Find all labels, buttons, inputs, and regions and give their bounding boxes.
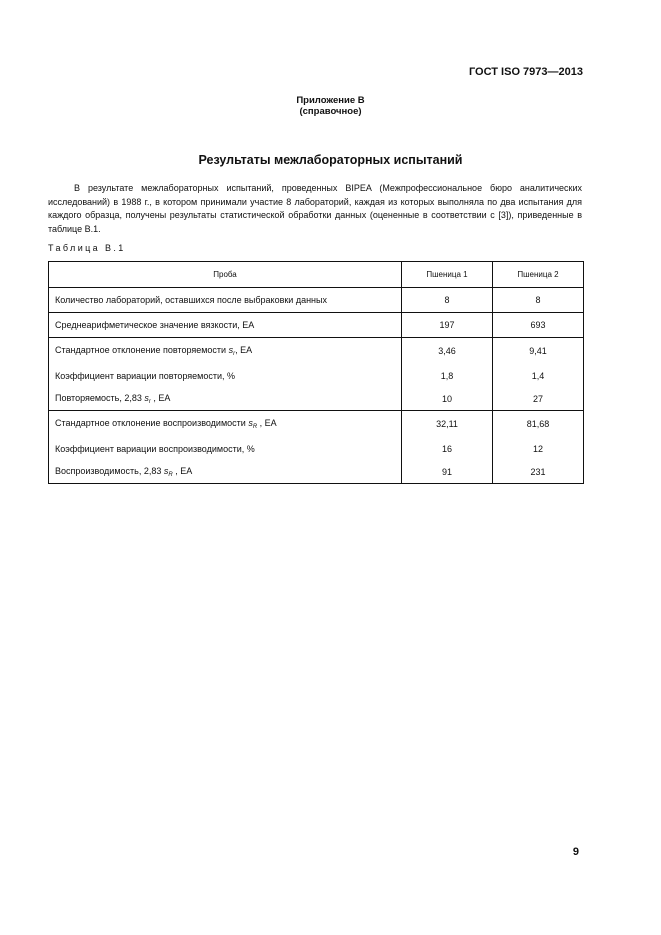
- value-wheat-2: 231: [493, 460, 584, 484]
- table-row: [49, 338, 584, 365]
- value-wheat-1: 197: [402, 313, 493, 338]
- standard-code: ГОСТ ISO 7973—2013: [468, 66, 583, 78]
- value-wheat-1: 32,11: [402, 411, 493, 438]
- table-row: [49, 437, 584, 460]
- table-row: [49, 411, 584, 438]
- row-label: Стандартное отклонение воспроизводимости $s_R$ , ЕА: [55, 418, 277, 430]
- value-wheat-2: 1,4: [493, 364, 584, 387]
- value-wheat-2: 693: [493, 313, 584, 338]
- row-label: Коэффициент вариации воспроизводимости, %: [55, 443, 255, 454]
- value-wheat-1: 91: [402, 460, 493, 484]
- table-label: Таблица В.1: [48, 243, 126, 253]
- row-label: Стандартное отклонение повторяемости $s_r$, ЕА: [55, 345, 253, 357]
- row-label: Количество лабораторий, оставшихся после выбраковки данных: [49, 288, 402, 313]
- value-wheat-1: 8: [402, 288, 493, 313]
- table-header-row: [49, 262, 584, 288]
- table-row: [49, 313, 584, 338]
- annex-title: Приложение В: [296, 95, 365, 106]
- value-wheat-1: 1,8: [402, 364, 493, 387]
- value-wheat-2: 9,41: [493, 338, 584, 365]
- column-header-sample: Проба: [49, 262, 402, 288]
- results-table: [48, 261, 584, 484]
- value-wheat-2: 81,68: [493, 411, 584, 438]
- value-wheat-2: 8: [493, 288, 584, 313]
- column-header-wheat-2: Пшеница 2: [493, 262, 584, 288]
- intro-paragraph: В результате межлабораторных испытаний, проведенных BIPEA (Межпрофессиональное бюро аналитических исследований) в 1988 г., в котором принимали участие 8 лабораторий, каждая из которых выполняла по два испытания для каждого образца, получены результаты статистической обработки данных (оцененные в соответствии с [3]), приведенные в таблице В.1.: [48, 183, 582, 234]
- page-number: 9: [572, 846, 579, 858]
- row-label: Воспроизводимость, 2,83 $s_R$ , ЕА: [55, 465, 193, 478]
- annex-subtitle: (справочное): [299, 106, 362, 117]
- table-row: [49, 364, 584, 387]
- value-wheat-2: 27: [493, 387, 584, 411]
- value-wheat-1: 16: [402, 437, 493, 460]
- table-row: [49, 288, 584, 313]
- value-wheat-1: 10: [402, 387, 493, 411]
- row-label: Повторяемость, 2,83 $s_r$ , ЕА: [49, 387, 402, 411]
- row-label: Коэффициент вариации повторяемости, %: [55, 370, 236, 381]
- table-row: [49, 460, 584, 484]
- row-label: Среднеарифметическое значение вязкости, ЕА: [49, 313, 402, 338]
- value-wheat-1: 3,46: [402, 338, 493, 365]
- section-title: Результаты межлабораторных испытаний: [198, 153, 463, 167]
- table-row: [49, 387, 584, 411]
- value-wheat-2: 12: [493, 437, 584, 460]
- column-header-wheat-1: Пшеница 1: [402, 262, 493, 288]
